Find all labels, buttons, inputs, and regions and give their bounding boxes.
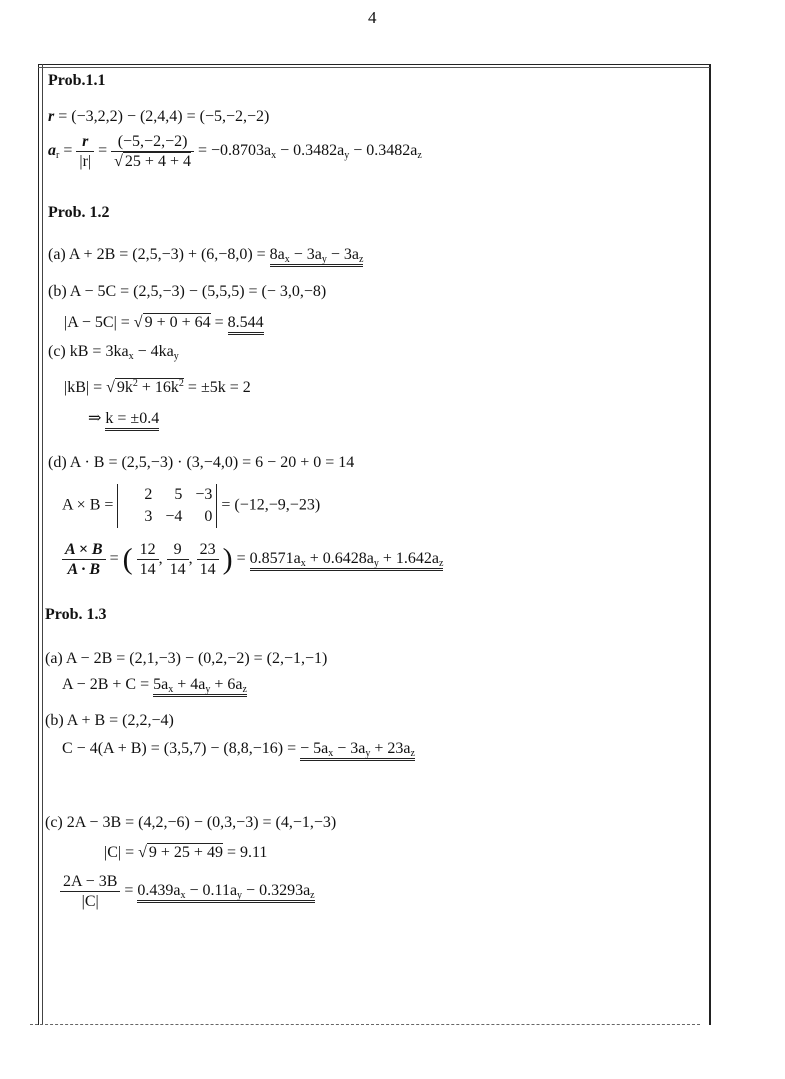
prob-1-2-c: (c) kB = $3ka_x - 4ka_y$ xyxy=(48,343,179,362)
prob-1-3-a-answer: $5a_x + 4a_y + 6a_z$ xyxy=(153,676,247,695)
prob-1-2-d-answer: $0.8571a_x + 0.6428a_y + 1.642a_z$ xyxy=(249,550,444,570)
prob-1-3-c-magnitude: |C| = √ 9 + 25 + 49 = 9.11 xyxy=(104,844,268,861)
prob-1-3-a-sum: $A - 2B + C = 5a_x + 4a_y + 6a_z$ xyxy=(62,676,247,695)
prob-1-1-title: Prob.1.1 xyxy=(48,72,106,89)
frame-inner-border xyxy=(42,64,43,1024)
frame-bottom-dashes xyxy=(30,1024,700,1025)
prob-1-3-a: (a) A − 2B = (2,1,−3) − (0,2,−2) = (2,−1,−1) xyxy=(45,650,328,667)
prob-1-1-unit-vector: $a_r$ = $\frac{r}{|r|}$ = $\frac{(-5,-2,-2)}{√ 25 + 4 + 4}$ = $-0.8703a_x - 0.3482a_y - 0.3482a_z$ xyxy=(48,133,422,170)
prob-1-3-c: (c) 2A − 3B = (4,2,−6) − (0,3,−3) = (4,−1,−3) xyxy=(45,814,337,831)
prob-1-3-b: (b) A + B = (2,2,−4) xyxy=(45,712,174,729)
prob-1-2-a: (a) $A + 2B = (2,5,-3) + (6,-8,0) = 8a_x - 3a_y - 3a_z$ xyxy=(48,246,364,265)
prob-1-2-title: Prob. 1.2 xyxy=(48,204,110,221)
prob-1-3-c-answer: $0.439a_x - 0.11a_y - 0.3293a_z$ xyxy=(137,882,315,902)
prob-1-1-r-line: r = (−3,2,2) − (2,4,4) = (−5,−2,−2) xyxy=(48,108,270,125)
prob-1-2-b: (b) A − 5C = (2,5,−3) − (5,5,5) = (− 3,0,−8) xyxy=(48,283,327,300)
prob-1-2-b-answer: 8.544 xyxy=(228,314,264,335)
prob-1-3-b-answer: − $5a_x - 3a_y + 23a_z$ xyxy=(300,740,415,759)
prob-1-3-c-fraction: $\frac{2A - 3B}{|C|}$ xyxy=(60,872,120,911)
prob-1-2-b-magnitude: |A − 5C| = √ 9 + 0 + 64 = 8.544 xyxy=(64,314,264,332)
prob-1-2-d-ratio: $\frac{A \times B}{A \cdot B}$ = ( $\frac{12}{14}$ , $\frac{9}{14}$ , $\frac{23}{14}$ ) = $0.8571a_x + 0.6428a_y + 1.642a_z$ xyxy=(62,540,443,579)
prob-1-2-d: (d) A · B = (2,5,−3) · (3,−4,0) = 6 − 20 + 0 = 14 xyxy=(48,454,355,471)
cross-over-dot-fraction: $\frac{A \times B}{A \cdot B}$ xyxy=(62,540,106,579)
prob-1-2-c-k: ⇒ k = ±0.4 xyxy=(88,408,159,428)
prob-1-2-c-answer: k = ±0.4 xyxy=(105,410,159,431)
cross-product-determinant: 2 5 −3 3 −4 0 xyxy=(117,484,217,528)
prob-1-3-c-ratio: $\frac{2A - 3B}{|C|}$ = $0.439a_x - 0.11a_y - 0.3293a_z$ xyxy=(60,872,315,911)
prob-1-3-b-result: C − 4(A + B) = (3,5,7) − (8,8,−16) = − $5a_x - 3a_y + 23a_z$ xyxy=(62,740,415,759)
unit-vector-fraction: $\frac{r}{|r|}$ xyxy=(76,132,94,171)
prob-1-2-a-answer: $8a_x - 3a_y - 3a_z$ xyxy=(269,246,364,265)
prob-1-3-title: Prob. 1.3 xyxy=(45,606,107,623)
prob-1-2-d-cross: A × B = 2 5 −3 3 −4 0 = (−12,−9,−23) xyxy=(62,484,320,528)
prob-1-2-c-magnitude: |kB| = √ $9k^2 + 16k^2 = \pm 5k = 2$ xyxy=(64,378,251,396)
unit-vector-fraction-values: $\frac{(-5,-2,-2)}{√ 25 + 4 + 4}$ xyxy=(111,132,194,171)
page-number: 4 xyxy=(368,8,377,27)
frame-top-border xyxy=(38,67,710,68)
